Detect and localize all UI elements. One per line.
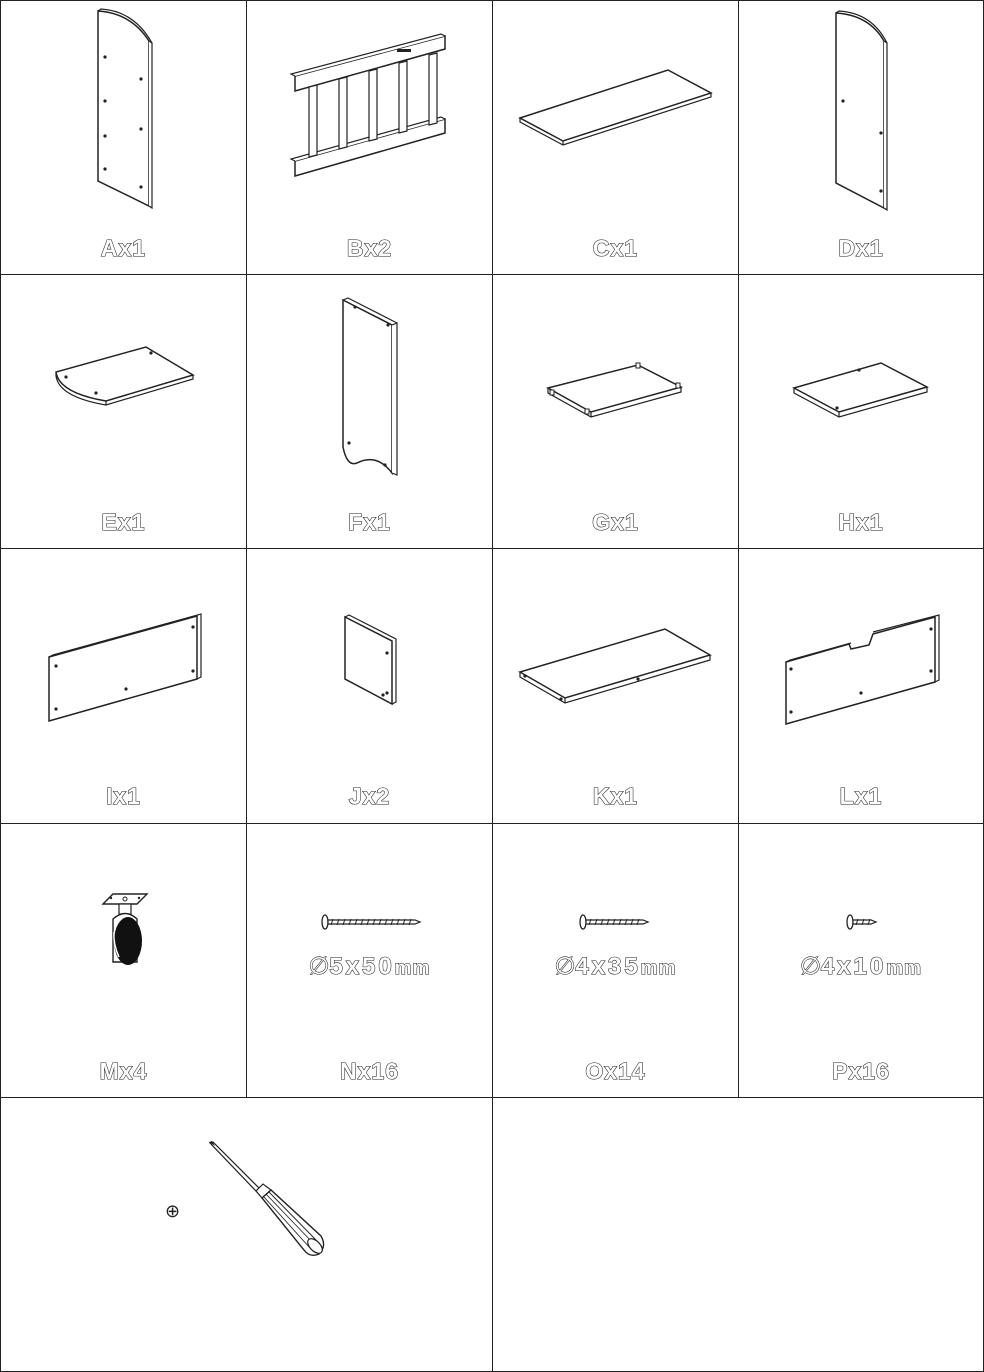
part-cell-e bbox=[0, 274, 247, 549]
long-board-icon bbox=[493, 1, 738, 274]
part-label-h: Hx1 bbox=[838, 509, 884, 535]
part-cell-g bbox=[492, 274, 739, 549]
part-label-f: Fx1 bbox=[348, 509, 391, 535]
part-label-j: Jx2 bbox=[348, 783, 391, 809]
part-label-p: Px16 bbox=[832, 1058, 890, 1084]
part-label-a: Ax1 bbox=[100, 235, 147, 261]
small-shelf-icon bbox=[739, 275, 983, 548]
screw-unit-o: mm bbox=[640, 958, 677, 979]
diameter-symbol: ∅ bbox=[799, 953, 821, 980]
part-cell-a bbox=[0, 0, 247, 275]
part-cell-p bbox=[738, 823, 984, 1098]
diameter-symbol: ∅ bbox=[308, 953, 330, 980]
screw-unit-n: mm bbox=[394, 958, 431, 979]
part-cell-o bbox=[492, 823, 739, 1098]
slatted-rail-panel-icon bbox=[247, 1, 492, 274]
part-cell-h bbox=[738, 274, 984, 549]
part-cell-i bbox=[0, 548, 247, 824]
notched-panel-icon bbox=[739, 549, 983, 823]
long-shelf-icon bbox=[493, 549, 738, 823]
part-cell-n bbox=[246, 823, 493, 1098]
diameter-symbol: ∅ bbox=[554, 953, 576, 980]
empty-cell bbox=[492, 1097, 984, 1372]
arched-panel-icon bbox=[739, 1, 983, 274]
screw-size-o: 4x35 bbox=[575, 953, 641, 980]
part-label-d: Dx1 bbox=[838, 235, 884, 261]
screw-size-n: 5x50 bbox=[329, 953, 395, 980]
part-cell-k bbox=[492, 548, 739, 824]
part-cell-l bbox=[738, 548, 984, 824]
part-label-i: Ix1 bbox=[106, 783, 141, 809]
part-cell-m bbox=[0, 823, 247, 1098]
square-panel-icon bbox=[247, 549, 492, 823]
part-label-n: Nx16 bbox=[340, 1058, 399, 1084]
part-label-o: Ox14 bbox=[585, 1058, 646, 1084]
screw-spec-p bbox=[739, 952, 983, 981]
part-cell-d bbox=[738, 0, 984, 275]
part-label-b: Bx2 bbox=[346, 235, 393, 261]
part-cell-c bbox=[492, 0, 739, 275]
caster-wheel-icon bbox=[1, 824, 246, 1097]
rounded-shelf-icon bbox=[1, 275, 246, 548]
tall-panel-icon bbox=[247, 275, 492, 548]
tool-cell bbox=[0, 1097, 493, 1372]
part-label-m: Mx4 bbox=[99, 1058, 148, 1084]
part-cell-j bbox=[246, 548, 493, 824]
part-cell-b bbox=[246, 0, 493, 275]
part-label-k: Kx1 bbox=[592, 783, 639, 809]
pegged-shelf-icon bbox=[493, 275, 738, 548]
arched-side-panel-icon bbox=[1, 1, 246, 274]
screw-unit-p: mm bbox=[886, 958, 923, 979]
screw-spec-o bbox=[493, 952, 738, 981]
part-label-g: Gx1 bbox=[592, 509, 639, 535]
screw-spec-n bbox=[247, 952, 492, 981]
screw-size-p: 4x10 bbox=[820, 953, 887, 980]
part-label-e: Ex1 bbox=[101, 509, 146, 535]
long-back-panel-icon bbox=[1, 549, 246, 823]
part-label-c: Cx1 bbox=[592, 235, 639, 261]
phillips-symbol: ⊕ bbox=[165, 1201, 181, 1222]
phillips-screwdriver-icon bbox=[1, 1098, 492, 1371]
part-cell-f bbox=[246, 274, 493, 549]
part-label-l: Lx1 bbox=[839, 783, 883, 809]
